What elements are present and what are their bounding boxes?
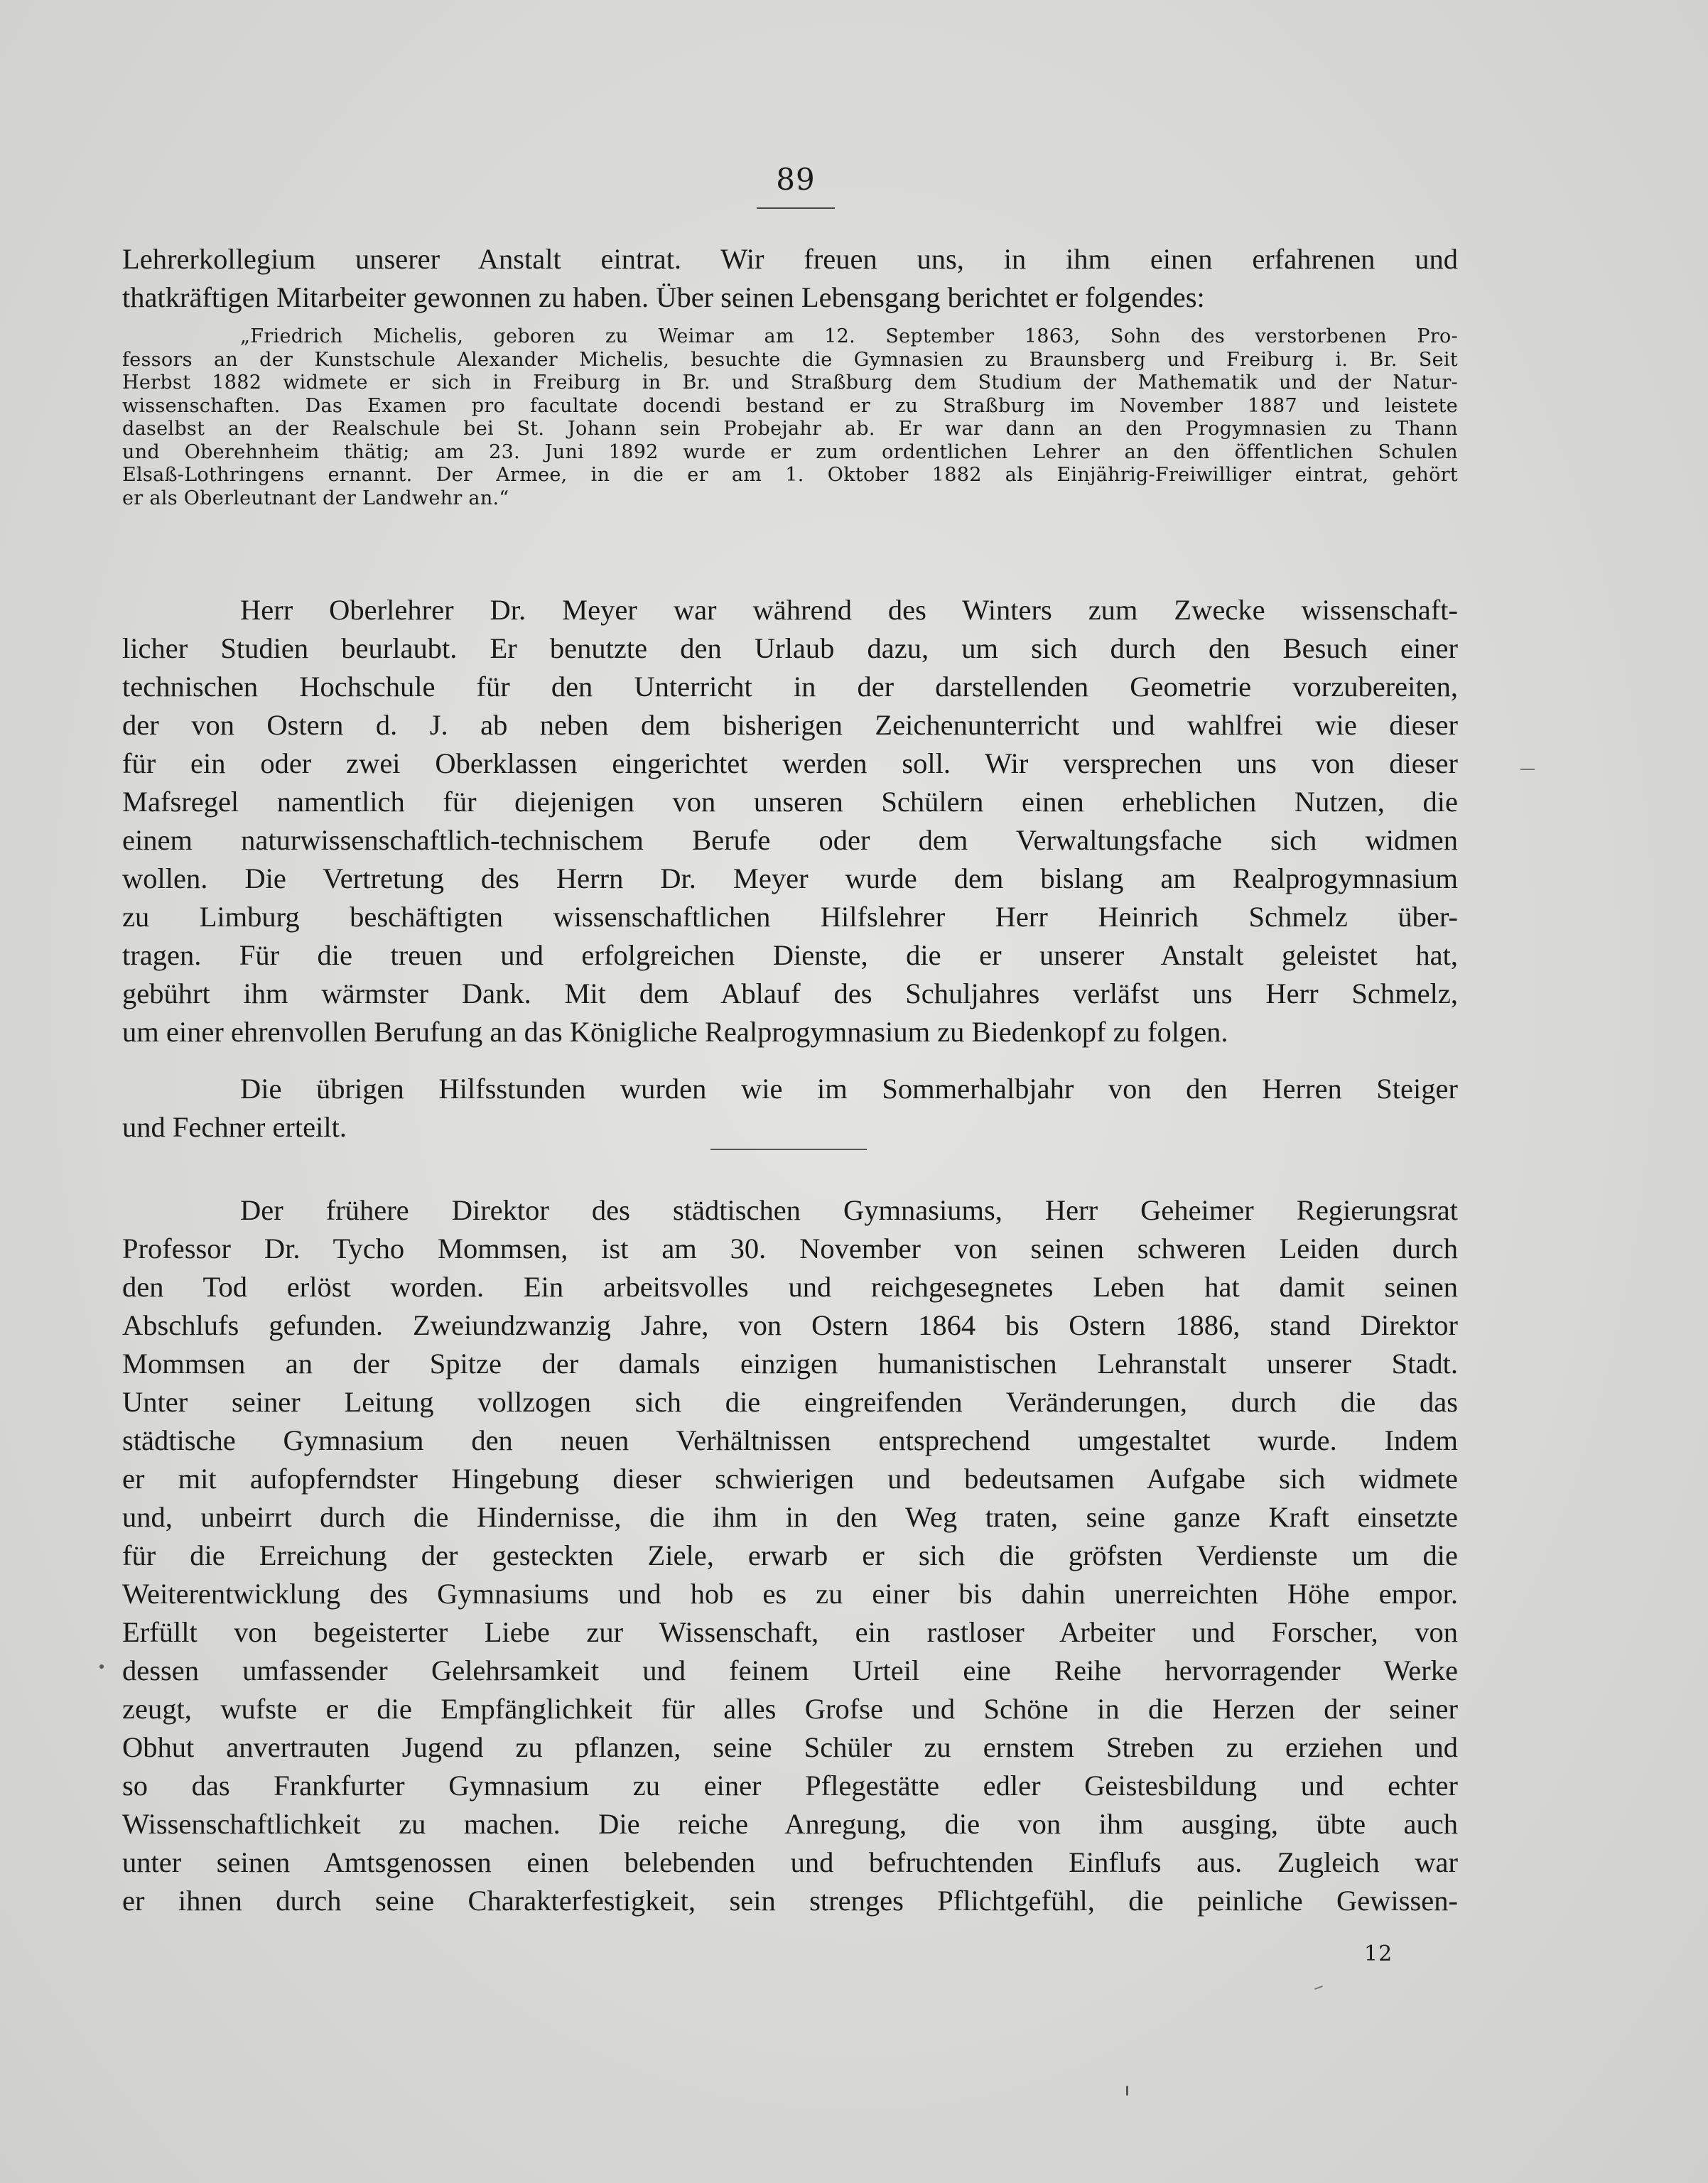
text-line: Professor Dr. Tycho Mommsen, ist am 30. November von seinen schweren Leiden durch (122, 1233, 1458, 1264)
quote-line: und Oberehnheim thätig; am 23. Juni 1892 wurde er zum ordentlichen Lehrer an den öffentlichen Schulen (122, 440, 1458, 463)
quote-line: wissenschaften. Das Examen pro facultate docendi bestand er zu Straßburg im November 1887 und leistete (122, 394, 1458, 417)
text-line: Abschlufs gefunden. Zweiundzwanzig Jahre, von Ostern 1864 bis Ostern 1886, stand Direktor (122, 1309, 1458, 1341)
hilfsstunden-paragraph (122, 1070, 1458, 1147)
text-line: Mafsregel namentlich für diejenigen von unseren Schülern einen erheblichen Nutzen, die (122, 786, 1458, 818)
text-line: für die Erreichung der gesteckten Ziele, erwarb er sich die gröfsten Verdienste um die (122, 1539, 1458, 1571)
text-line: und, unbeirrt durch die Hindernisse, die ihm in den Weg traten, seine ganze Kraft einsetzte (122, 1501, 1458, 1533)
text-line: zu Limburg beschäftigten wissenschaftlichen Hilfslehrer Herr Heinrich Schmelz über- (122, 901, 1458, 933)
text-line: zeugt, wufste er die Empfänglichkeit für alles Grofse und Schöne in die Herzen der seiner (122, 1693, 1458, 1725)
text-line: tragen. Für die treuen und erfolgreichen Dienste, die er unserer Anstalt geleistet hat, (122, 939, 1458, 971)
printer-signature: 12 (1364, 1941, 1393, 1966)
text-line: licher Studien beurlaubt. Er benutzte den Urlaub dazu, um sich durch den Besuch einer (122, 632, 1458, 664)
text-line: einem naturwissenschaftlich-technischem Berufe oder dem Verwaltungsfache sich widmen (122, 824, 1458, 856)
quote-line: „Friedrich Michelis, geboren zu Weimar am 12. September 1863, Sohn des verstorbenen Pro- (240, 325, 1458, 347)
text-line: städtische Gymnasium den neuen Verhältnissen entsprechend umgestaltet wurde. Indem (122, 1424, 1458, 1456)
text-line: Lehrerkollegium unserer Anstalt eintrat. Wir freuen uns, in ihm einen erfahrenen und (122, 243, 1458, 275)
margin-mark (1314, 1986, 1323, 1990)
text-line: Die übrigen Hilfsstunden wurden wie im Sommerhalbjahr von den Herren Steiger (240, 1073, 1458, 1105)
text-line: Obhut anvertrauten Jugend zu pflanzen, seine Schüler zu ernstem Streben zu erziehen und (122, 1731, 1458, 1763)
text-line: Der frühere Direktor des städtischen Gymnasiums, Herr Geheimer Regierungsrat (240, 1194, 1458, 1226)
text-line: er mit aufopferndster Hingebung dieser schwierigen und bedeutsamen Aufgabe sich widmete (122, 1463, 1458, 1495)
text-line: so das Frankfurter Gymnasium zu einer Pflegestätte edler Geistesbildung und echter (122, 1770, 1458, 1802)
mommsen-paragraph (122, 1191, 1458, 1920)
text-line: der von Ostern d. J. ab neben dem bisherigen Zeichenunterricht und wahlfrei wie dieser (122, 709, 1458, 741)
text-line: Unter seiner Leitung vollzogen sich die eingreifenden Veränderungen, durch die das (122, 1386, 1458, 1418)
text-line: unter seinen Amtsgenossen einen belebenden und befruchtenden Einflufs aus. Zugleich war (122, 1846, 1458, 1878)
meyer-paragraph (122, 591, 1458, 1051)
text-line: den Tod erlöst worden. Ein arbeitsvolles und reichgesegnetes Leben hat damit seinen (122, 1271, 1458, 1303)
intro-paragraph (122, 240, 1458, 317)
text-line: für ein oder zwei Oberklassen eingerichtet werden soll. Wir versprechen uns von dieser (122, 747, 1458, 779)
text-line: Erfüllt von begeisterter Liebe zur Wissenschaft, ein rastloser Arbeiter und Forscher, von (122, 1616, 1458, 1648)
quote-line: fessors an der Kunstschule Alexander Michelis, besuchte die Gymnasien zu Braunsberg und Freiburg i. Br. Seit (122, 348, 1458, 371)
section-divider (710, 1149, 867, 1150)
text-line: Wissenschaftlichkeit zu machen. Die reiche Anregung, die von ihm ausging, übte auch (122, 1808, 1458, 1840)
text-line: und Fechner erteilt. (122, 1111, 347, 1143)
page-number: 89 (776, 162, 816, 197)
biography-quote (122, 325, 1458, 510)
quote-line: daselbst an der Realschule bei St. Johann sein Probejahr ab. Er war dann an den Progymnasien zu Thann (122, 418, 1458, 440)
margin-mark (1520, 769, 1535, 770)
text-line: Herr Oberlehrer Dr. Meyer war während des Winters zum Zwecke wissenschaft- (240, 594, 1458, 626)
ink-speck (99, 1664, 104, 1669)
text-line: thatkräftigen Mitarbeiter gewonnen zu haben. Über seinen Lebensgang berichtet er folgendes: (122, 281, 1205, 313)
text-line: technischen Hochschule für den Unterricht in der darstellenden Geometrie vorzubereiten, (122, 671, 1458, 703)
text-line: gebührt ihm wärmster Dank. Mit dem Ablauf des Schuljahres verläfst uns Herr Schmelz, (122, 977, 1458, 1009)
page-number-rule (757, 207, 835, 209)
quote-line: Elsaß-Lothringens ernannt. Der Armee, in die er am 1. Oktober 1882 als Einjährig-Freiwilliger eintrat, gehört (122, 464, 1458, 486)
text-line: er ihnen durch seine Charakterfestigkeit, sein strenges Pflichtgefühl, die peinliche Gewissen- (122, 1885, 1458, 1917)
text-line: dessen umfassender Gelehrsamkeit und feinem Urteil eine Reihe hervorragender Werke (122, 1654, 1458, 1686)
quote-line: Herbst 1882 widmete er sich in Freiburg in Br. und Straßburg dem Studium der Mathematik und der Natur- (122, 372, 1458, 394)
text-line: Mommsen an der Spitze der damals einzigen humanistischen Lehranstalt unserer Stadt. (122, 1348, 1458, 1380)
text-line: wollen. Die Vertretung des Herrn Dr. Meyer wurde dem bislang am Realprogymnasium (122, 862, 1458, 894)
text-line: Weiterentwicklung des Gymnasiums und hob es zu einer bis dahin unerreichten Höhe empor. (122, 1578, 1458, 1610)
quote-line: er als Oberleutnant der Landwehr an.“ (122, 487, 509, 509)
text-line: um einer ehrenvollen Berufung an das Königliche Realprogymnasium zu Biedenkopf zu folgen. (122, 1016, 1228, 1048)
ink-speck (1126, 2086, 1128, 2096)
